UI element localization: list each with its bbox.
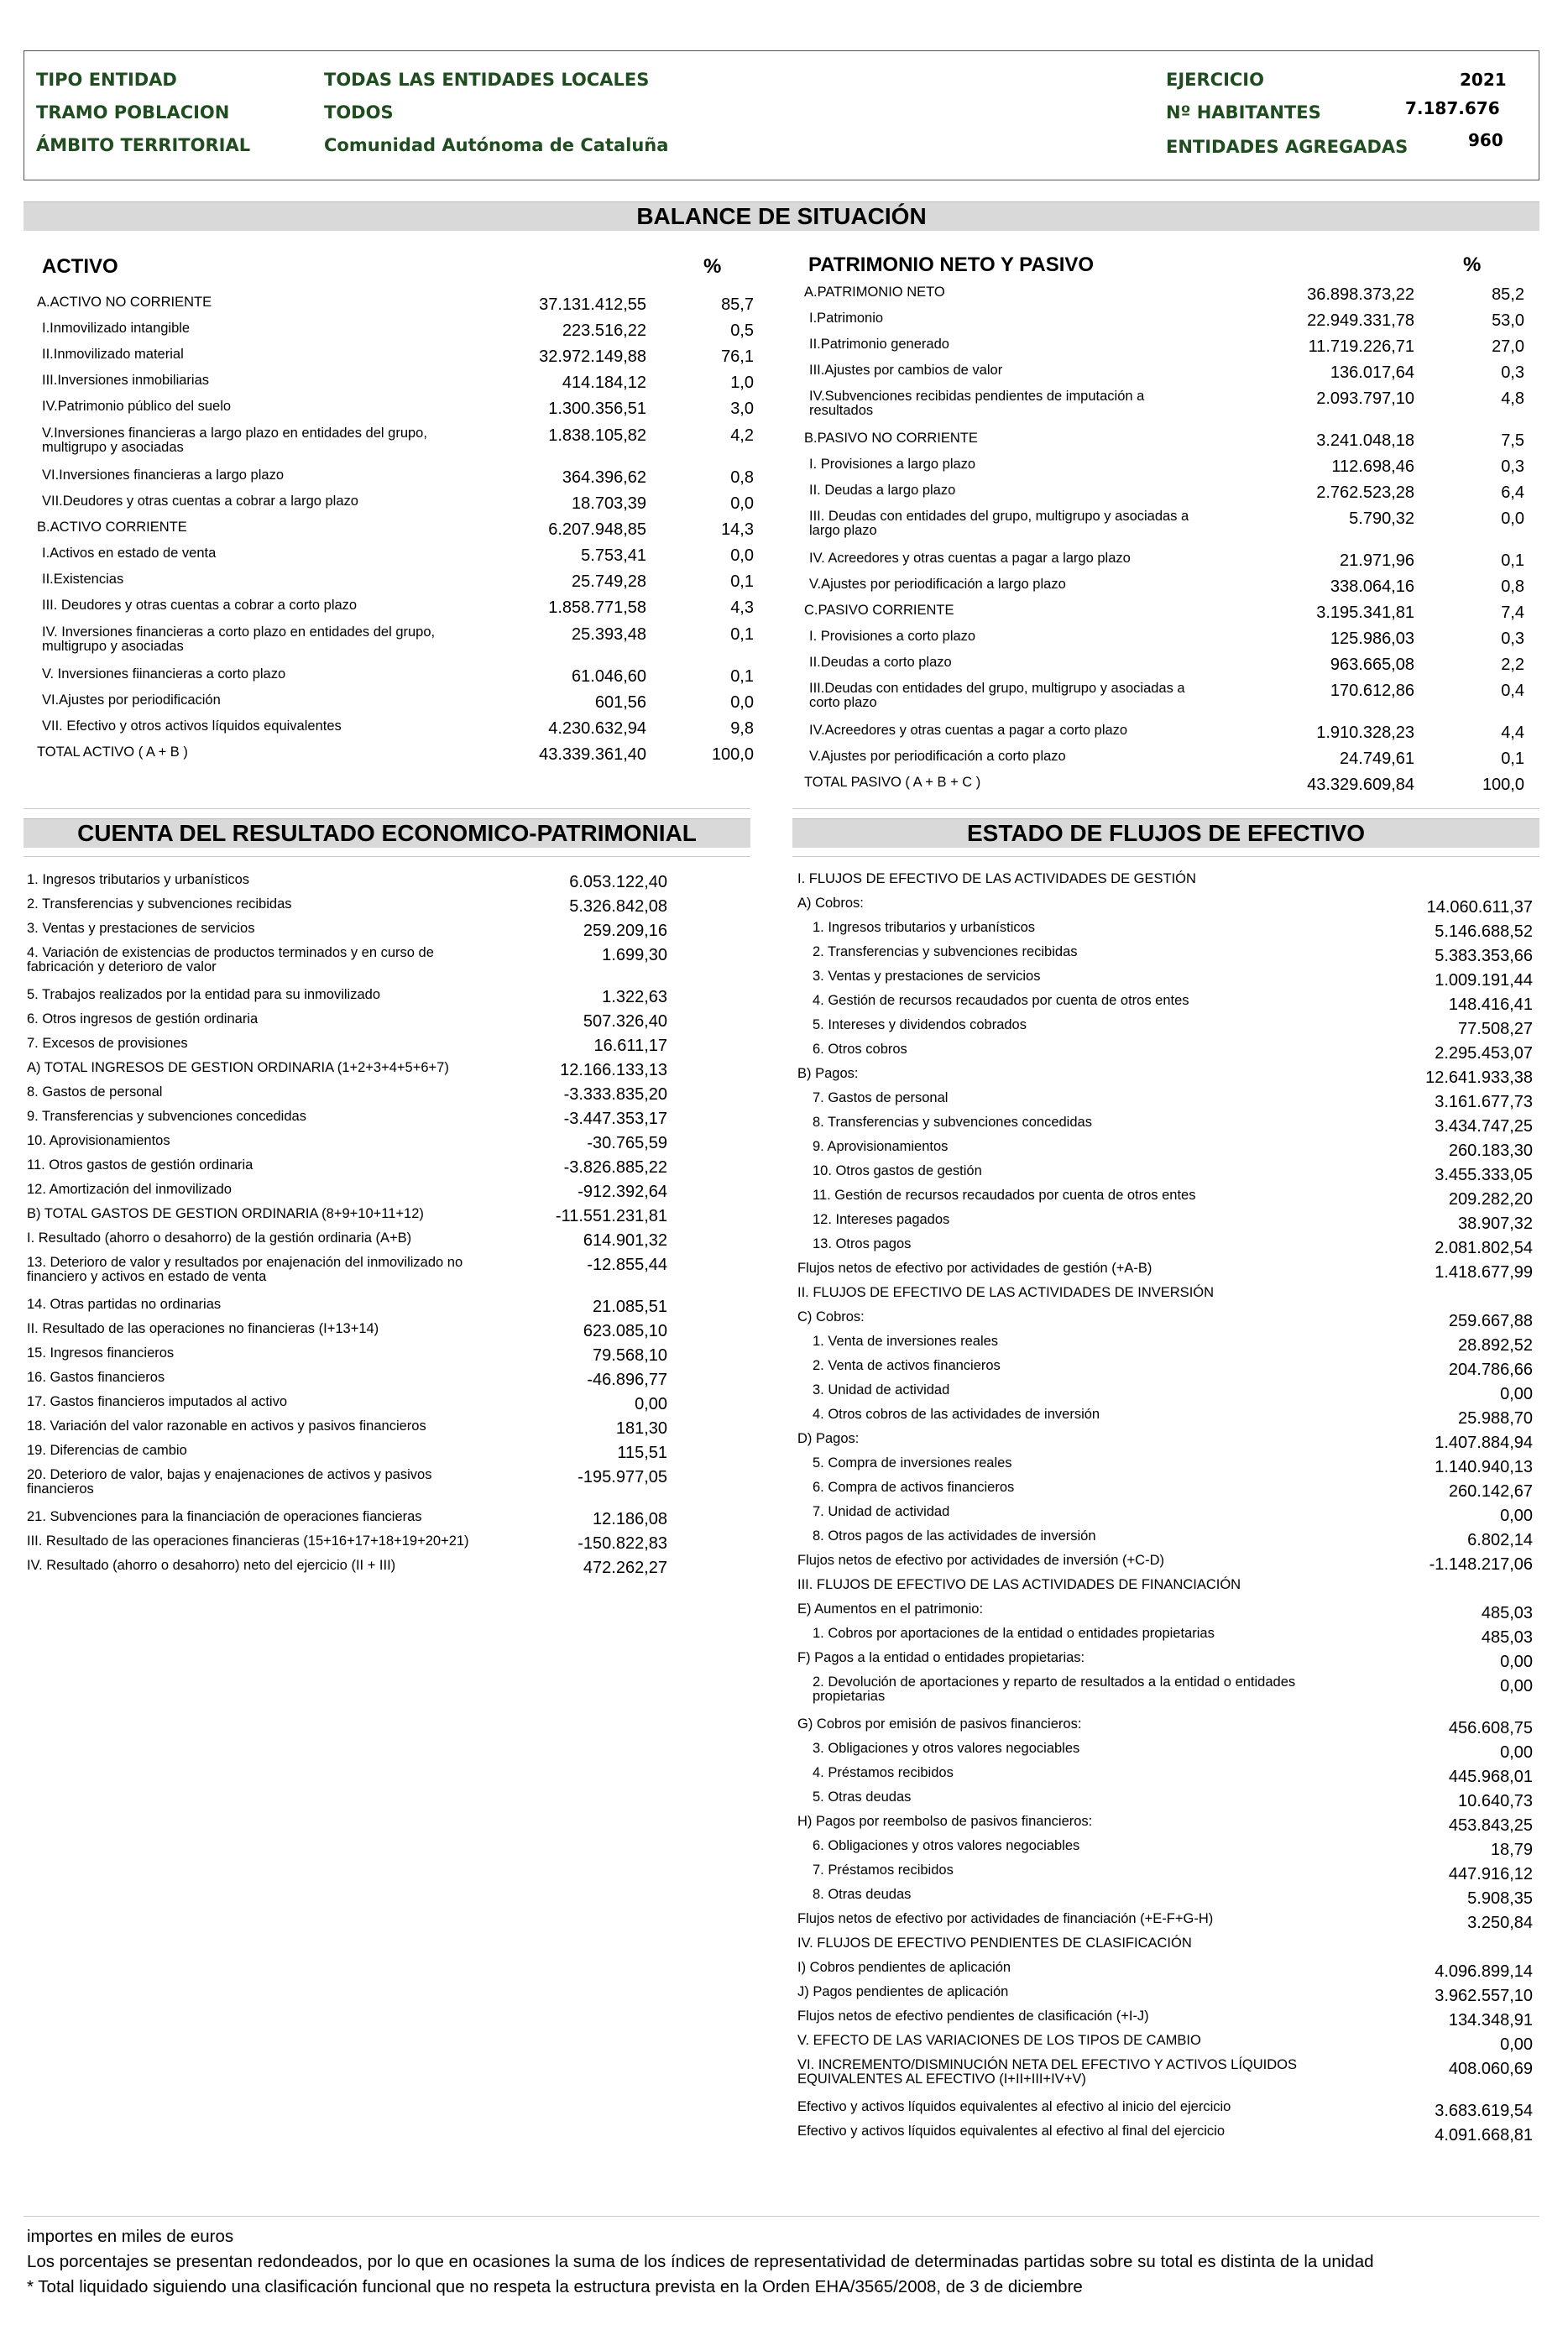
activo-row-pct: 1,0 bbox=[730, 374, 754, 392]
cuenta-row-label: 1. Ingresos tributarios y urbanísticos bbox=[27, 872, 250, 887]
pasivo-row-label: B.PASIVO NO CORRIENTE bbox=[804, 431, 978, 446]
cuenta-row-value: 115,51 bbox=[617, 1444, 667, 1462]
divider bbox=[24, 808, 750, 809]
activo-row-value: 1.858.771,58 bbox=[548, 598, 646, 617]
cuenta-row-label: 15. Ingresos financieros bbox=[27, 1345, 175, 1361]
flujos-row-label: I. FLUJOS DE EFECTIVO DE LAS ACTIVIDADES DE GESTIÓN bbox=[797, 871, 1196, 886]
pasivo-row-pct: 53,0 bbox=[1492, 311, 1524, 330]
activo-row-label: TOTAL ACTIVO ( A + B ) bbox=[37, 744, 188, 760]
flujos-row-value: 28.892,52 bbox=[1458, 1336, 1533, 1355]
flujos-row-label: 5. Otras deudas bbox=[813, 1789, 912, 1805]
pasivo-row-pct: 2,2 bbox=[1501, 656, 1524, 674]
flujos-row-value: 260.183,30 bbox=[1448, 1141, 1533, 1160]
flujos-row-value: 0,00 bbox=[1500, 1743, 1533, 1762]
activo-row-pct: 3,0 bbox=[730, 400, 754, 418]
cuenta-row-value: -3.447.353,17 bbox=[563, 1110, 667, 1128]
activo-row-label: II.Inmovilizado material bbox=[42, 347, 184, 362]
cuenta-row-label: 3. Ventas y prestaciones de servicios bbox=[27, 921, 255, 936]
cuenta-row-label: III. Resultado de las operaciones financieras (15+16+17+18+19+20+21) bbox=[27, 1533, 469, 1549]
activo-row-label: I.Activos en estado de venta bbox=[42, 546, 217, 561]
flujos-row-label: E) Aumentos en el patrimonio: bbox=[797, 1601, 984, 1617]
flujos-row-value: 77.508,27 bbox=[1458, 1020, 1533, 1038]
activo-row-pct: 14,3 bbox=[721, 520, 754, 539]
activo-row-pct: 0,1 bbox=[730, 625, 754, 644]
flujos-row-label: 1. Cobros por aportaciones de la entidad o entidades propietarias bbox=[813, 1626, 1215, 1641]
flujos-row-label: C) Cobros: bbox=[797, 1309, 865, 1324]
pasivo-row-pct: 0,3 bbox=[1501, 457, 1524, 476]
cuenta-row-label: 2. Transferencias y subvenciones recibidas bbox=[27, 896, 292, 912]
pasivo-row-label: V.Ajustes por periodificación a corto plazo bbox=[809, 749, 1066, 764]
cuenta-row-label: 11. Otros gastos de gestión ordinaria bbox=[27, 1157, 253, 1173]
flujos-row-value: 453.843,25 bbox=[1448, 1816, 1533, 1835]
pasivo-row-label: I.Patrimonio bbox=[809, 311, 884, 326]
flujos-row-label: 6. Obligaciones y otros valores negociables bbox=[813, 1838, 1080, 1853]
cuenta-row-value: 21.085,51 bbox=[593, 1298, 667, 1316]
cuenta-row-label: IV. Resultado (ahorro o desahorro) neto del ejercicio (II + III) bbox=[27, 1558, 396, 1573]
flujos-row-value: 0,00 bbox=[1500, 1385, 1533, 1403]
cuenta-row-value: 12.186,08 bbox=[593, 1510, 667, 1528]
note-functional: * Total liquidado siguiendo una clasificación funcional que no respeta la estructura prevista en la Orden EHA/3565/2008, de 3 de diciembre bbox=[27, 2277, 1083, 2296]
pasivo-row-pct: 85,2 bbox=[1492, 285, 1524, 304]
pasivo-row-pct: 0,8 bbox=[1501, 577, 1524, 596]
flujos-row-label: 2. Transferencias y subvenciones recibidas bbox=[813, 944, 1078, 959]
cuenta-row-label: 21. Subvenciones para la financiación de operaciones fiancieras bbox=[27, 1509, 422, 1524]
cuenta-row-value: 12.166.133,13 bbox=[560, 1061, 667, 1079]
balance-title: BALANCE DE SITUACIÓN bbox=[24, 201, 1539, 231]
flujos-row-value: 456.608,75 bbox=[1448, 1719, 1533, 1737]
pasivo-row-pct: 0,1 bbox=[1501, 750, 1524, 768]
pasivo-pct-header: % bbox=[1463, 253, 1482, 276]
pasivo-row-label: A.PATRIMONIO NETO bbox=[804, 285, 945, 300]
flujos-row-label: IV. FLUJOS DE EFECTIVO PENDIENTES DE CLASIFICACIÓN bbox=[797, 1936, 1192, 1951]
flujos-row-label: 7. Préstamos recibidos bbox=[813, 1862, 954, 1878]
flujos-row-value: 4.096.899,14 bbox=[1435, 1962, 1533, 1981]
cuenta-row-value: 614.901,32 bbox=[583, 1231, 667, 1250]
flujos-row-label: 12. Intereses pagados bbox=[813, 1212, 950, 1227]
pasivo-row-value: 3.241.048,18 bbox=[1316, 431, 1414, 450]
flujos-row-value: 3.161.677,73 bbox=[1435, 1093, 1533, 1111]
flujos-row-value: 485,03 bbox=[1481, 1628, 1533, 1647]
flujos-row-value: 259.667,88 bbox=[1448, 1312, 1533, 1330]
activo-row-pct: 0,5 bbox=[730, 321, 754, 340]
pasivo-row-pct: 4,4 bbox=[1501, 724, 1524, 742]
flujos-row-label: 6. Otros cobros bbox=[813, 1042, 907, 1057]
flujos-row-label: 7. Unidad de actividad bbox=[813, 1504, 950, 1519]
activo-row-pct: 76,1 bbox=[721, 347, 754, 366]
activo-title: ACTIVO bbox=[42, 255, 118, 278]
flujos-row-label: 4. Préstamos recibidos bbox=[813, 1765, 954, 1780]
flujos-row-label: 1. Venta de inversiones reales bbox=[813, 1334, 999, 1349]
pasivo-row-value: 22.949.331,78 bbox=[1307, 311, 1414, 330]
pasivo-row-pct: 7,4 bbox=[1501, 603, 1524, 622]
cuenta-row-label: 18. Variación del valor razonable en activos y pasivos financieros bbox=[27, 1418, 426, 1434]
pasivo-row-label: II.Deudas a corto plazo bbox=[809, 655, 952, 670]
cuenta-row-value: -3.826.885,22 bbox=[563, 1158, 667, 1177]
flujos-row-value: 10.640,73 bbox=[1458, 1792, 1533, 1810]
divider bbox=[792, 808, 1539, 809]
flujos-row-value: 1.009.191,44 bbox=[1435, 971, 1533, 990]
activo-row-label: II.Existencias bbox=[42, 572, 124, 587]
cuenta-row-label: II. Resultado de las operaciones no financieras (I+13+14) bbox=[27, 1321, 379, 1336]
flujos-row-label: 7. Gastos de personal bbox=[813, 1090, 949, 1105]
flujos-row-value: 485,03 bbox=[1481, 1604, 1533, 1622]
flujos-row-label: B) Pagos: bbox=[797, 1066, 859, 1081]
activo-row-label: VI.Ajustes por periodificación bbox=[42, 692, 221, 708]
flujos-row-label: F) Pagos a la entidad o entidades propietarias: bbox=[797, 1650, 1085, 1665]
flujos-row-value: 14.060.611,37 bbox=[1426, 898, 1533, 917]
cuenta-row-label: 16. Gastos financieros bbox=[27, 1370, 165, 1385]
flujos-row-value: 2.081.802,54 bbox=[1435, 1239, 1533, 1257]
divider bbox=[792, 856, 1539, 857]
pasivo-row-value: 3.195.341,81 bbox=[1316, 603, 1414, 622]
flujos-row-value: 1.418.677,99 bbox=[1435, 1263, 1533, 1282]
pasivo-row-label: IV.Acreedores y otras cuentas a pagar a corto plazo bbox=[809, 723, 1128, 738]
tipo-entidad-value: TODAS LAS ENTIDADES LOCALES bbox=[324, 70, 650, 90]
pasivo-row-label: TOTAL PASIVO ( A + B + C ) bbox=[804, 775, 981, 790]
flujos-row-label: 3. Obligaciones y otros valores negociables bbox=[813, 1741, 1080, 1756]
pasivo-row-pct: 0,1 bbox=[1501, 551, 1524, 570]
flujos-row-label: Flujos netos de efectivo por actividades de inversión (+C-D) bbox=[797, 1553, 1165, 1568]
cuenta-row-value: 507.326,40 bbox=[583, 1012, 667, 1031]
cuenta-row-label: B) TOTAL GASTOS DE GESTION ORDINARIA (8+9+10+11+12) bbox=[27, 1206, 424, 1221]
pasivo-row-pct: 0,0 bbox=[1501, 509, 1524, 528]
cuenta-row-value: 0,00 bbox=[635, 1395, 667, 1413]
pasivo-row-pct: 6,4 bbox=[1501, 483, 1524, 502]
flujos-row-label: J) Pagos pendientes de aplicación bbox=[797, 1984, 1009, 1999]
flujos-row-value: 445.968,01 bbox=[1448, 1768, 1533, 1786]
flujos-row-label: 8. Otros pagos de las actividades de inversión bbox=[813, 1528, 1096, 1544]
cuenta-row-value: 623.085,10 bbox=[583, 1322, 667, 1340]
note-percentages: Los porcentajes se presentan redondeados, por lo que en ocasiones la suma de los índices de representatividad de determinadas partidas sobre su total es distinta de la unidad bbox=[27, 2252, 1374, 2271]
pasivo-row-label: III.Ajustes por cambios de valor bbox=[809, 363, 1003, 378]
flujos-row-label: 2. Devolución de aportaciones y reparto de resultados a la entidad o entidades propietarias bbox=[813, 1674, 1296, 1704]
flujos-row-value: 0,00 bbox=[1500, 2035, 1533, 2054]
pasivo-row-pct: 0,3 bbox=[1501, 630, 1524, 648]
cuenta-row-value: -12.855,44 bbox=[587, 1256, 667, 1274]
flujos-row-value: 1.407.884,94 bbox=[1435, 1434, 1533, 1452]
flujos-row-value: 0,00 bbox=[1500, 1507, 1533, 1525]
activo-row-pct: 0,1 bbox=[730, 667, 754, 686]
activo-row-value: 1.300.356,51 bbox=[548, 400, 646, 418]
activo-row-value: 4.230.632,94 bbox=[548, 719, 646, 738]
flujos-row-value: 18,79 bbox=[1490, 1841, 1533, 1859]
activo-row-value: 18.703,39 bbox=[572, 494, 646, 513]
activo-row-label: VI.Inversiones financieras a largo plazo bbox=[42, 468, 284, 483]
activo-row-label: V. Inversiones fiinancieras a corto plazo bbox=[42, 666, 286, 682]
flujos-row-label: Flujos netos de efectivo pendientes de clasificación (+I-J) bbox=[797, 2009, 1149, 2024]
flujos-row-value: 3.250,84 bbox=[1467, 1914, 1533, 1932]
pasivo-row-value: 5.790,32 bbox=[1349, 509, 1414, 528]
activo-row-label: IV.Patrimonio público del suelo bbox=[42, 399, 232, 414]
flujos-row-label: 2. Venta de activos financieros bbox=[813, 1358, 1001, 1373]
flujos-row-value: 3.962.557,10 bbox=[1435, 1987, 1533, 2005]
cuenta-row-label: 20. Deterioro de valor, bajas y enajenaciones de activos y pasivos financieros bbox=[27, 1467, 432, 1497]
flujos-row-value: 12.641.933,38 bbox=[1425, 1068, 1533, 1087]
activo-row-value: 43.339.361,40 bbox=[539, 745, 646, 764]
flujos-row-value: 134.348,91 bbox=[1448, 2011, 1533, 2030]
pasivo-row-label: III. Deudas con entidades del grupo, multigrupo y asociadas a largo plazo bbox=[809, 509, 1189, 538]
habitantes-label: Nº HABITANTES bbox=[1166, 102, 1321, 123]
pasivo-row-label: I. Provisiones a corto plazo bbox=[809, 629, 976, 644]
flujos-row-label: 13. Otros pagos bbox=[813, 1236, 912, 1251]
pasivo-row-value: 136.017,64 bbox=[1330, 363, 1414, 382]
flujos-row-label: D) Pagos: bbox=[797, 1431, 860, 1446]
pasivo-row-value: 1.910.328,23 bbox=[1316, 724, 1414, 742]
flujos-row-label: Flujos netos de efectivo por actividades de gestión (+A-B) bbox=[797, 1261, 1152, 1276]
divider bbox=[24, 856, 750, 857]
activo-row-pct: 100,0 bbox=[711, 745, 754, 764]
pasivo-row-value: 963.665,08 bbox=[1330, 656, 1414, 674]
pasivo-row-label: I. Provisiones a largo plazo bbox=[809, 457, 976, 472]
activo-row-value: 37.131.412,55 bbox=[539, 295, 646, 314]
flujos-row-label: 11. Gestión de recursos recaudados por cuenta de otros entes bbox=[813, 1188, 1196, 1203]
cuenta-row-value: 5.326.842,08 bbox=[569, 897, 667, 916]
flujos-row-label: Flujos netos de efectivo por actividades de financiación (+E-F+G-H) bbox=[797, 1911, 1214, 1926]
pasivo-row-value: 2.762.523,28 bbox=[1316, 483, 1414, 502]
cuenta-row-value: -195.977,05 bbox=[578, 1468, 667, 1486]
flujos-title: ESTADO DE FLUJOS DE EFECTIVO bbox=[792, 818, 1539, 848]
cuenta-row-label: 5. Trabajos realizados por la entidad para su inmovilizado bbox=[27, 987, 380, 1002]
activo-row-label: III.Inversiones inmobiliarias bbox=[42, 373, 209, 388]
cuenta-row-label: 10. Aprovisionamientos bbox=[27, 1133, 170, 1148]
flujos-row-value: 2.295.453,07 bbox=[1435, 1044, 1533, 1063]
cuenta-row-label: I. Resultado (ahorro o desahorro) de la gestión ordinaria (A+B) bbox=[27, 1230, 412, 1246]
divider bbox=[24, 2216, 1539, 2217]
activo-row-value: 6.207.948,85 bbox=[548, 520, 646, 539]
flujos-row-value: 3.455.333,05 bbox=[1435, 1166, 1533, 1184]
flujos-row-value: 25.988,70 bbox=[1458, 1409, 1533, 1428]
flujos-row-value: 38.907,32 bbox=[1458, 1215, 1533, 1233]
flujos-row-value: 209.282,20 bbox=[1448, 1190, 1533, 1209]
activo-row-label: III. Deudores y otras cuentas a cobrar a corto plazo bbox=[42, 598, 358, 613]
pasivo-row-value: 43.329.609,84 bbox=[1307, 776, 1414, 794]
activo-row-pct: 85,7 bbox=[721, 295, 754, 314]
cuenta-row-value: -30.765,59 bbox=[587, 1134, 667, 1152]
flujos-row-value: 4.091.668,81 bbox=[1435, 2126, 1533, 2145]
flujos-row-label: VI. INCREMENTO/DISMINUCIÓN NETA DEL EFECTIVO Y ACTIVOS LÍQUIDOS EQUIVALENTES AL EFECTIVO (I+II+III+IV+V) bbox=[797, 2057, 1298, 2087]
cuenta-row-label: 8. Gastos de personal bbox=[27, 1084, 163, 1100]
pasivo-row-pct: 7,5 bbox=[1501, 431, 1524, 450]
flujos-row-label: 10. Otros gastos de gestión bbox=[813, 1163, 982, 1178]
pasivo-row-value: 125.986,03 bbox=[1330, 630, 1414, 648]
activo-row-pct: 0,0 bbox=[730, 546, 754, 565]
activo-row-value: 61.046,60 bbox=[572, 667, 646, 686]
cuenta-row-label: 12. Amortización del inmovilizado bbox=[27, 1182, 232, 1197]
flujos-row-label: 9. Aprovisionamientos bbox=[813, 1139, 949, 1154]
pasivo-row-pct: 100,0 bbox=[1482, 776, 1524, 794]
pasivo-row-value: 2.093.797,10 bbox=[1316, 389, 1414, 408]
pasivo-row-value: 21.971,96 bbox=[1340, 551, 1414, 570]
flujos-row-label: Efectivo y activos líquidos equivalentes al efectivo al inicio del ejercicio bbox=[797, 2099, 1231, 2114]
cuenta-row-label: 14. Otras partidas no ordinarias bbox=[27, 1297, 222, 1312]
activo-row-value: 601,56 bbox=[594, 693, 646, 712]
cuenta-row-label: 17. Gastos financieros imputados al activo bbox=[27, 1394, 287, 1409]
cuenta-row-value: 16.611,17 bbox=[593, 1037, 667, 1055]
flujos-row-label: 4. Gestión de recursos recaudados por cuenta de otros entes bbox=[813, 993, 1189, 1008]
flujos-row-value: 3.683.619,54 bbox=[1435, 2102, 1533, 2120]
flujos-row-label: 8. Transferencias y subvenciones concedidas bbox=[813, 1115, 1092, 1130]
flujos-row-label: II. FLUJOS DE EFECTIVO DE LAS ACTIVIDADES DE INVERSIÓN bbox=[797, 1285, 1215, 1300]
flujos-row-label: H) Pagos por reembolso de pasivos financieros: bbox=[797, 1814, 1093, 1829]
flujos-row-label: G) Cobros por emisión de pasivos financieros: bbox=[797, 1716, 1082, 1732]
tipo-entidad-label: TIPO ENTIDAD bbox=[36, 70, 177, 90]
cuenta-row-value: 1.322,63 bbox=[602, 988, 667, 1006]
flujos-row-label: 4. Otros cobros de las actividades de inversión bbox=[813, 1407, 1100, 1422]
pasivo-row-label: IV. Acreedores y otras cuentas a pagar a largo plazo bbox=[809, 551, 1131, 566]
cuenta-row-label: 9. Transferencias y subvenciones concedidas bbox=[27, 1109, 306, 1124]
flujos-row-value: 5.383.353,66 bbox=[1435, 947, 1533, 965]
flujos-row-value: 5.908,35 bbox=[1467, 1889, 1533, 1908]
pasivo-row-pct: 4,8 bbox=[1501, 389, 1524, 408]
cuenta-row-value: 181,30 bbox=[615, 1419, 667, 1438]
flujos-row-value: 1.140.940,13 bbox=[1435, 1458, 1533, 1476]
flujos-row-label: V. EFECTO DE LAS VARIACIONES DE LOS TIPOS DE CAMBIO bbox=[797, 2033, 1201, 2048]
cuenta-row-label: 7. Excesos de provisiones bbox=[27, 1036, 188, 1051]
activo-row-label: IV. Inversiones financieras a corto plazo en entidades del grupo, multigrupo y asociadas bbox=[42, 624, 436, 654]
habitantes-value: 7.187.676 bbox=[1405, 98, 1500, 118]
pasivo-row-label: V.Ajustes por periodificación a largo plazo bbox=[809, 577, 1066, 592]
cuenta-row-label: 4. Variación de existencias de productos terminados y en curso de fabricación y deterioro de valor bbox=[27, 945, 434, 974]
tramo-value: TODOS bbox=[324, 102, 394, 123]
activo-row-value: 223.516,22 bbox=[562, 321, 646, 340]
pasivo-row-value: 170.612,86 bbox=[1330, 682, 1414, 700]
flujos-row-label: 8. Otras deudas bbox=[813, 1887, 912, 1902]
header-box bbox=[24, 50, 1539, 180]
activo-row-label: B.ACTIVO CORRIENTE bbox=[37, 520, 187, 535]
pasivo-row-label: II.Patrimonio generado bbox=[809, 337, 949, 352]
flujos-row-value: 447.916,12 bbox=[1448, 1865, 1533, 1883]
pasivo-row-value: 112.698,46 bbox=[1331, 457, 1414, 476]
flujos-row-value: 260.142,67 bbox=[1448, 1482, 1533, 1501]
cuenta-row-value: 6.053.122,40 bbox=[569, 873, 667, 891]
activo-row-pct: 0,0 bbox=[730, 693, 754, 712]
cuenta-row-label: 6. Otros ingresos de gestión ordinaria bbox=[27, 1011, 259, 1027]
activo-row-pct: 0,1 bbox=[730, 572, 754, 591]
flujos-row-value: 6.802,14 bbox=[1467, 1531, 1533, 1549]
flujos-row-label: 6. Compra de activos financieros bbox=[813, 1480, 1015, 1495]
activo-row-value: 414.184,12 bbox=[562, 374, 646, 392]
activo-row-pct: 0,0 bbox=[730, 494, 754, 513]
cuenta-row-value: -46.896,77 bbox=[587, 1371, 667, 1389]
flujos-row-label: I) Cobros pendientes de aplicación bbox=[797, 1960, 1011, 1975]
cuenta-row-value: 79.568,10 bbox=[593, 1346, 667, 1365]
cuenta-title: CUENTA DEL RESULTADO ECONOMICO-PATRIMONIAL bbox=[24, 818, 750, 848]
cuenta-row-value: 472.262,27 bbox=[583, 1559, 667, 1577]
flujos-row-label: 3. Ventas y prestaciones de servicios bbox=[813, 969, 1041, 984]
pasivo-row-value: 11.719.226,71 bbox=[1308, 337, 1414, 356]
activo-row-pct: 4,2 bbox=[730, 426, 754, 445]
flujos-row-label: 5. Compra de inversiones reales bbox=[813, 1455, 1012, 1471]
activo-row-label: V.Inversiones financieras a largo plazo en entidades del grupo, multigrupo y asociadas bbox=[42, 426, 427, 455]
activo-pct-header: % bbox=[703, 255, 722, 278]
ambito-label: ÁMBITO TERRITORIAL bbox=[36, 135, 251, 155]
pasivo-row-label: C.PASIVO CORRIENTE bbox=[804, 603, 954, 618]
activo-row-label: A.ACTIVO NO CORRIENTE bbox=[37, 295, 212, 310]
flujos-row-label: 1. Ingresos tributarios y urbanísticos bbox=[813, 920, 1036, 935]
activo-row-label: VII.Deudores y otras cuentas a cobrar a largo plazo bbox=[42, 494, 358, 509]
activo-row-value: 32.972.149,88 bbox=[539, 347, 646, 366]
pasivo-row-label: II. Deudas a largo plazo bbox=[809, 483, 956, 498]
pasivo-row-label: IV.Subvenciones recibidas pendientes de imputación a resultados bbox=[809, 389, 1145, 418]
flujos-row-label: Efectivo y activos líquidos equivalentes al efectivo al final del ejercicio bbox=[797, 2124, 1226, 2139]
agregadas-label: ENTIDADES AGREGADAS bbox=[1166, 137, 1409, 157]
pasivo-row-pct: 0,3 bbox=[1501, 363, 1524, 382]
agregadas-value: 960 bbox=[1468, 130, 1503, 150]
pasivo-row-value: 24.749,61 bbox=[1340, 750, 1414, 768]
pasivo-title: PATRIMONIO NETO Y PASIVO bbox=[808, 253, 1095, 276]
flujos-row-value: 408.060,69 bbox=[1448, 2060, 1533, 2078]
activo-row-value: 364.396,62 bbox=[562, 468, 646, 487]
activo-row-pct: 9,8 bbox=[730, 719, 754, 738]
flujos-row-label: 3. Unidad de actividad bbox=[813, 1382, 950, 1397]
cuenta-row-value: 1.699,30 bbox=[602, 946, 667, 964]
activo-row-pct: 0,8 bbox=[730, 468, 754, 487]
flujos-row-value: 0,00 bbox=[1500, 1677, 1533, 1695]
cuenta-row-value: -11.551.231,81 bbox=[555, 1207, 667, 1225]
cuenta-row-label: 13. Deterioro de valor y resultados por enajenación del inmovilizado no financiero y activos en estado de venta bbox=[27, 1255, 463, 1284]
cuenta-row-label: 19. Diferencias de cambio bbox=[27, 1443, 187, 1458]
note-units: importes en miles de euros bbox=[27, 2227, 234, 2246]
cuenta-row-label: A) TOTAL INGRESOS DE GESTION ORDINARIA (1+2+3+4+5+6+7) bbox=[27, 1060, 449, 1075]
activo-row-pct: 4,3 bbox=[730, 598, 754, 617]
activo-row-label: I.Inmovilizado intangible bbox=[42, 321, 191, 336]
footer-notes bbox=[27, 2224, 1374, 2300]
ambito-value: Comunidad Autónoma de Cataluña bbox=[324, 135, 669, 155]
tramo-label: TRAMO POBLACION bbox=[36, 102, 230, 123]
pasivo-row-pct: 0,4 bbox=[1501, 682, 1524, 700]
activo-row-label: VII. Efectivo y otros activos líquidos equivalentes bbox=[42, 718, 342, 734]
activo-row-value: 25.393,48 bbox=[572, 625, 646, 644]
cuenta-row-value: 259.209,16 bbox=[583, 922, 667, 940]
flujos-row-value: 0,00 bbox=[1500, 1653, 1533, 1671]
cuenta-row-value: -912.392,64 bbox=[578, 1183, 667, 1201]
pasivo-row-value: 338.064,16 bbox=[1330, 577, 1414, 596]
ejercicio-label: EJERCICIO bbox=[1166, 70, 1264, 90]
activo-row-value: 1.838.105,82 bbox=[548, 426, 646, 445]
cuenta-row-value: -150.822,83 bbox=[578, 1534, 667, 1553]
flujos-row-value: 3.434.747,25 bbox=[1435, 1117, 1533, 1136]
ejercicio-value: 2021 bbox=[1460, 70, 1507, 90]
pasivo-row-pct: 27,0 bbox=[1492, 337, 1524, 356]
flujos-row-value: 204.786,66 bbox=[1448, 1361, 1533, 1379]
flujos-row-label: A) Cobros: bbox=[797, 896, 864, 911]
cuenta-row-value: -3.333.835,20 bbox=[563, 1085, 667, 1104]
flujos-row-value: -1.148.217,06 bbox=[1429, 1555, 1533, 1574]
flujos-row-label: 5. Intereses y dividendos cobrados bbox=[813, 1017, 1027, 1032]
activo-row-value: 25.749,28 bbox=[572, 572, 646, 591]
flujos-row-value: 148.416,41 bbox=[1448, 995, 1533, 1014]
flujos-row-label: III. FLUJOS DE EFECTIVO DE LAS ACTIVIDADES DE FINANCIACIÓN bbox=[797, 1577, 1241, 1592]
flujos-row-value: 5.146.688,52 bbox=[1435, 922, 1533, 941]
pasivo-row-value: 36.898.373,22 bbox=[1307, 285, 1414, 304]
activo-row-value: 5.753,41 bbox=[581, 546, 646, 565]
pasivo-row-label: III.Deudas con entidades del grupo, multigrupo y asociadas a corto plazo bbox=[809, 681, 1185, 710]
